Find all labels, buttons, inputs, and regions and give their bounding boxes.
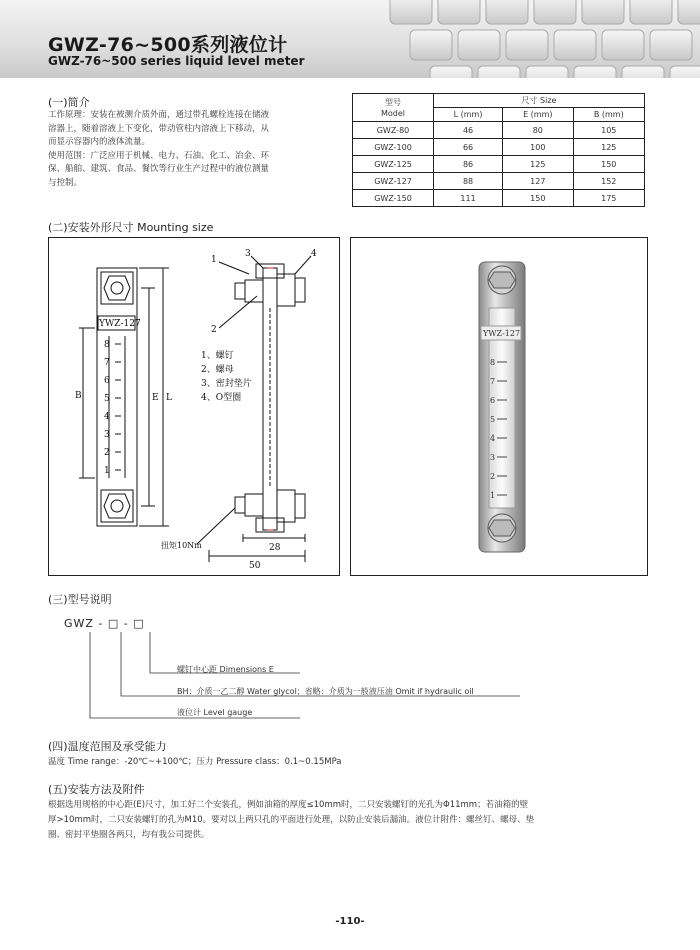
page-subtitle: GWZ-76~500 series liquid level meter (48, 54, 305, 68)
callout-number: 1 (211, 255, 217, 265)
drawing-scale-label: 3 (104, 430, 110, 440)
temperature-text: 温度 Time range：-20℃~+100℃；压力 Pressure class：0.1~0.15MPa (48, 757, 342, 767)
table-cell: GWZ-150 (353, 190, 434, 207)
drawing-scale-label: 1 (104, 466, 110, 476)
technical-drawing (49, 238, 339, 575)
dimension-b-label: B (75, 391, 82, 401)
photo-scale-label: 6 (490, 396, 496, 405)
product-photo-panel (350, 237, 648, 576)
section-temp-heading: (四)温度范围及承受能力 (48, 740, 167, 753)
intro-line: 与控制。 (48, 177, 83, 188)
table-cell: 80 (503, 122, 573, 139)
photo-plate-label: YWZ-127 (483, 329, 521, 338)
photo-scale-label: 7 (490, 377, 496, 386)
section-intro-heading: (一)简介 (48, 96, 90, 109)
model-code-line: 螺钉中心距 Dimensions E (177, 665, 274, 674)
photo-scale-label: 5 (490, 415, 496, 424)
table-cell: 66 (434, 139, 503, 156)
dimension-28-label: 28 (269, 543, 281, 553)
drawing-scale-label: 4 (104, 412, 110, 422)
table-cell: GWZ-80 (353, 122, 434, 139)
table-cell: 127 (503, 173, 573, 190)
table-cell: GWZ-100 (353, 139, 434, 156)
table-cell: 111 (434, 190, 503, 207)
table-header-model (353, 94, 434, 122)
legend-item: 2、螺母 (201, 365, 234, 375)
model-code-leaders (0, 630, 700, 720)
intro-line: 保、船舶、建筑、食品、餐饮等行业生产过程中的液位测量 (48, 164, 270, 175)
legend-item: 1、螺钉 (201, 351, 234, 361)
table-cell: 86 (434, 156, 503, 173)
page-title: GWZ-76~500系列液位计 (48, 34, 288, 56)
legend-item: 3、密封垫片 (201, 379, 252, 389)
photo-scale-label: 8 (490, 358, 496, 367)
install-text (48, 798, 658, 843)
table-row (353, 173, 645, 190)
drawing-scale-label: 2 (104, 448, 110, 458)
install-line: 根据选用规格的中心距(E)尺寸，加工好二个安装孔，例如油箱的厚度≤10mm时，二只安装螺钉的光孔为Φ11mm；若油箱的壁 (48, 800, 529, 810)
table-cell: 150 (573, 156, 644, 173)
page-number: -110- (335, 916, 365, 927)
drawing-scale-label: 6 (104, 376, 110, 386)
table-col-header: L (mm) (434, 108, 503, 122)
photo-scale-label: 4 (490, 434, 496, 443)
torque-label: 扭矩10Nm (161, 541, 202, 550)
intro-line: 工作原理：安装在被测介质外面，通过带孔螺栓连接在储液 (48, 110, 270, 120)
model-code-line: 液位计 Level gauge (177, 708, 253, 717)
table-cell: 125 (503, 156, 573, 173)
intro-line: 而显示容器内的液体流量。 (48, 137, 151, 148)
intro-line: 使用范围：广泛应用于机械、电力、石油、化工、冶金、环 (48, 150, 270, 161)
callout-number: 3 (245, 249, 251, 259)
drawing-scale-label: 5 (104, 394, 110, 404)
install-line: 圈、密封平垫圈各两只，均有我公司提供。 (48, 830, 210, 840)
photo-scale-label: 3 (490, 453, 496, 462)
table-cell: GWZ-125 (353, 156, 434, 173)
drawing-scale-label: 7 (104, 358, 110, 368)
table-header-size: 尺寸 Size (434, 94, 645, 108)
header-model-cn: 型号 (385, 97, 401, 107)
drawing-scale-label: 8 (104, 340, 110, 350)
size-table (352, 93, 645, 207)
callout-number: 2 (211, 325, 217, 335)
table-col-header: B (mm) (573, 108, 644, 122)
dimension-e-label: E (152, 393, 159, 403)
table-row (353, 156, 645, 173)
table-cell: 46 (434, 122, 503, 139)
callout-number: 4 (311, 249, 317, 259)
table-cell: 150 (503, 190, 573, 207)
header-banner (0, 0, 700, 78)
photo-scale-label: 1 (490, 491, 496, 500)
table-cell: GWZ-127 (353, 173, 434, 190)
table-row (353, 190, 645, 207)
intro-line: 溶器上，随着溶液上下变化，带动管柱内溶液上下移动，从 (48, 123, 270, 134)
table-cell: 152 (573, 173, 644, 190)
section-model-heading: (三)型号说明 (48, 593, 112, 606)
table-row (353, 139, 645, 156)
table-cell: 88 (434, 173, 503, 190)
product-photo (351, 238, 647, 575)
intro-text (48, 109, 340, 191)
header-model-en: Model (380, 108, 406, 118)
photo-scale-label: 2 (490, 472, 496, 481)
drawing-plate-label: YWZ-127 (99, 319, 141, 329)
table-row (353, 122, 645, 139)
keyboard-decoration-icon (370, 0, 700, 78)
table-cell: 175 (573, 190, 644, 207)
install-line: 厚>10mm时，二只安装螺钉的孔为M10。要对以上两只孔的平面进行处理，以防止安装后漏油。液位计附件：螺丝钉、螺母、垫 (48, 815, 535, 825)
table-col-header: E (mm) (503, 108, 573, 122)
model-code: GWZ - □ - □ (64, 617, 145, 630)
dimension-l-label: L (166, 393, 172, 403)
model-code-line: BH：介质一乙二醇 Water glycol；省略：介质为一般液压油 Omit if hydraulic oil (177, 687, 474, 696)
section-install-heading: (五)安装方法及附件 (48, 783, 145, 796)
table-cell: 100 (503, 139, 573, 156)
section-mounting-heading: (二)安装外形尺寸 Mounting size (48, 221, 214, 234)
dimension-50-label: 50 (249, 561, 261, 571)
technical-drawing-panel (48, 237, 340, 576)
table-cell: 125 (573, 139, 644, 156)
legend-item: 4、O型圈 (201, 393, 242, 403)
table-cell: 105 (573, 122, 644, 139)
